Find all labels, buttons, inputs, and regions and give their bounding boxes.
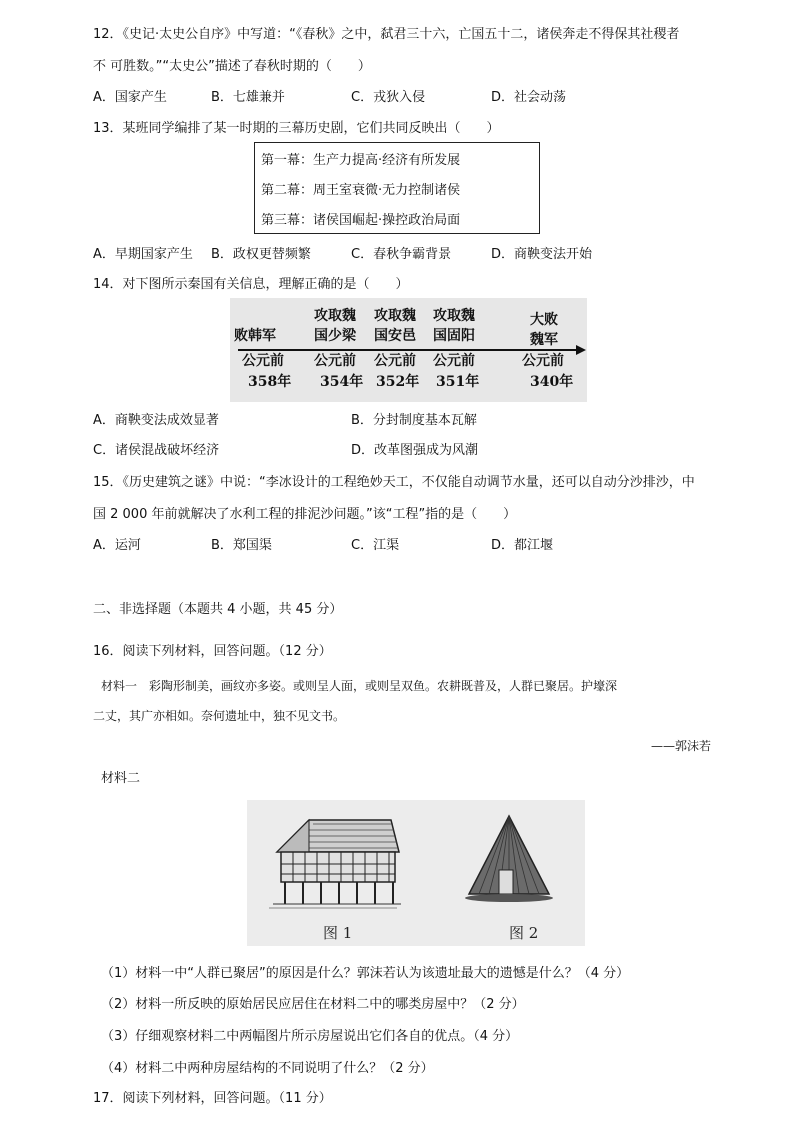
q13-option-c: C．春秋争霸背景 [351,247,452,262]
q15-option-d: D．都江堰 [491,538,554,553]
q15-stem-line2: 国 2 000 年前就解决了水利工程的排泥沙问题。”该“工程”指的是（ ） [93,507,517,522]
q17-stem: 17．阅读下列材料，回答问题。（11 分） [93,1091,332,1106]
q13-scene-3: 第三幕：诸侯国崛起·操控政治局面 [261,213,461,228]
q14-option-a: A．商鞅变法成效显著 [93,413,219,428]
timeline-event-1-date1: 公元前 [242,353,284,369]
figure-2-caption: 图 2 [509,924,539,942]
q15-option-a: A．运河 [93,538,141,553]
q12-stem-line1: 12．《史记·太史公自序》中写道：“《春秋》之中，弑君三十六，亡国五十二，诸侯奔走不得保其社稷者 [93,27,680,42]
timeline-event-3-label1: 攻取魏 [374,308,416,324]
q12-stem-line2: 不 可胜数。”“太史公”描述了春秋时期的（ ） [93,59,371,74]
q14-timeline-figure [230,298,587,402]
q12-option-a: A．国家产生 [93,90,167,105]
timeline-event-2-label2: 国少梁 [314,328,356,344]
timeline-event-3-date2: 352年 [376,374,420,390]
q15-option-c: C．江渠 [351,538,400,553]
timeline-event-4-date1: 公元前 [433,353,475,369]
q13-option-a: A．早期国家产生 [93,247,193,262]
q12-option-d: D．社会动荡 [491,90,567,105]
timeline-event-5-date2: 340年 [530,374,574,390]
q16-material2-label: 材料二 [101,771,141,786]
q14-option-d: D．改革图强成为风潮 [351,443,479,458]
q15-stem-line1: 15．《历史建筑之谜》中说：“李冰设计的工程绝妙天工，不仅能自动调节水量，还可以自动分沙排沙，中 [93,475,695,490]
timeline-event-1-date2: 358年 [248,374,292,390]
timeline-event-5-date1: 公元前 [522,353,564,369]
q14-option-b: B．分封制度基本瓦解 [351,413,477,428]
q13-scene-1: 第一幕：生产力提高·经济有所发展 [261,153,461,168]
q16-subquestion-2: （2）材料一所反映的原始居民应居住在材料二中的哪类房屋中？（2 分） [101,997,525,1012]
q13-stem: 13．某班同学编排了某一时期的三幕历史剧，它们共同反映出（ ） [93,121,500,136]
q16-house-figures [247,800,585,946]
q14-option-c: C．诸侯混战破坏经济 [93,443,220,458]
q15-option-b: B．郑国渠 [211,538,272,553]
timeline-event-4-date2: 351年 [436,374,480,390]
q16-subquestion-4: （4）材料二中两种房屋结构的不同说明了什么？（2 分） [101,1061,434,1076]
q13-option-d: D．商鞅变法开始 [491,247,593,262]
q16-material1-author: ——郭沫若 [651,739,712,753]
timeline-event-4-label1: 攻取魏 [433,308,475,324]
timeline-event-4-label2: 国固阳 [433,328,475,344]
timeline-event-2-date1: 公元前 [314,353,356,369]
q13-option-b: B．政权更替频繁 [211,247,311,262]
figure-1-caption: 图 1 [323,924,353,942]
thatched-hut-image [459,810,559,910]
stilt-house-image [263,814,403,914]
q12-option-b: B．七雄兼并 [211,90,285,105]
q16-subquestion-1: （1）材料一中“人群已聚居”的原因是什么？郭沫若认为该遗址最大的遗憾是什么？（4 分） [101,966,630,981]
q16-material1-line1: 材料一 彩陶形制美，画纹亦多姿。或则呈人面，或则呈双鱼。农耕既普及，人群已聚居。护壕深 [101,679,618,693]
timeline-arrow-icon [576,345,586,355]
q13-scene-box [254,142,540,234]
q14-stem: 14．对下图所示秦国有关信息，理解正确的是（ ） [93,277,409,292]
section-heading: 二、非选择题（本题共 4 小题，共 45 分） [93,602,343,617]
q12-option-c: C．戎狄入侵 [351,90,426,105]
timeline-axis [238,349,578,351]
timeline-event-3-date1: 公元前 [374,353,416,369]
timeline-event-2-label1: 攻取魏 [314,308,356,324]
q16-subquestion-3: （3）仔细观察材料二中两幅图片所示房屋说出它们各自的优点。（4 分） [101,1029,519,1044]
timeline-event-2-date2: 354年 [320,374,364,390]
q13-scene-2: 第二幕：周王室衰微·无力控制诸侯 [261,183,461,198]
timeline-event-3-label2: 国安邑 [374,328,416,344]
q16-material1-line2: 二丈，其广亦相如。奈何遗址中，独不见文书。 [93,709,346,723]
timeline-event-1-label: 败韩军 [234,328,276,344]
q16-stem: 16．阅读下列材料，回答问题。（12 分） [93,644,332,659]
timeline-event-5-label2: 魏军 [530,332,558,348]
timeline-event-5-label1: 大败 [530,312,558,328]
